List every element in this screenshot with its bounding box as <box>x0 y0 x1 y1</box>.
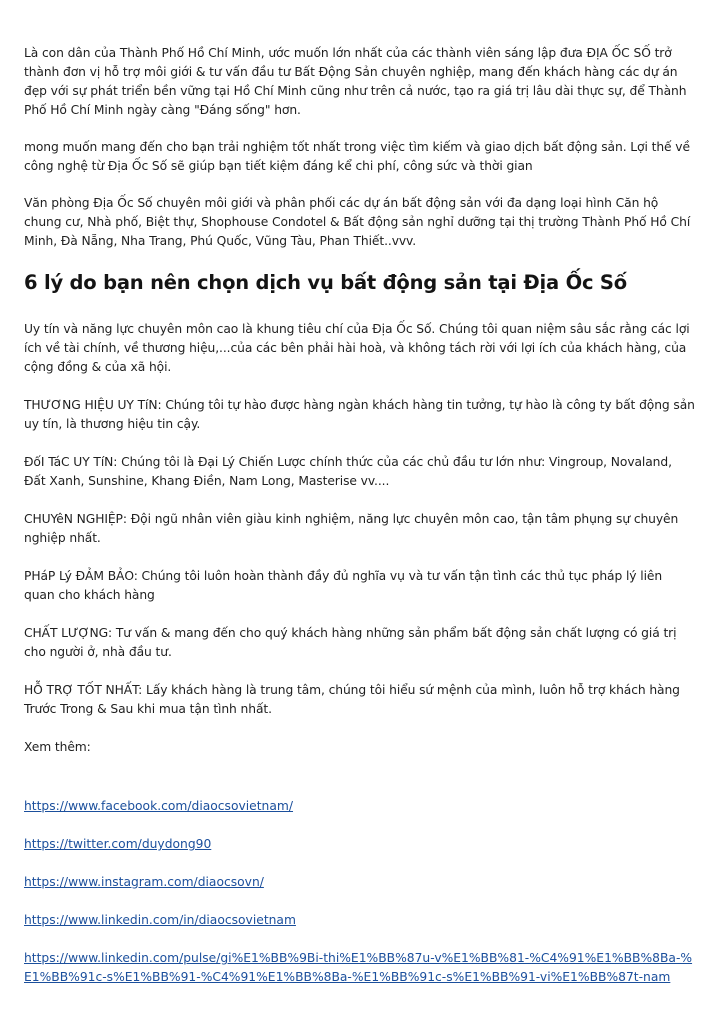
facebook-link[interactable]: https://www.facebook.com/diaocsovietnam/ <box>24 799 294 813</box>
twitter-link[interactable]: https://twitter.com/duydong90 <box>24 837 212 851</box>
reason-paragraph: PHáP Lý ĐẢM BẢO: Chúng tôi luôn hoàn thành đầy đủ nghĩa vụ và tư vấn tận tình các thủ tục pháp lý liên quan cho khách hàng <box>24 569 663 602</box>
linkedin-profile-link[interactable]: https://www.linkedin.com/in/diaocsovietnam <box>24 913 296 927</box>
reason-paragraph: Uy tín và năng lực chuyên môn cao là khung tiêu chí của Địa Ốc Số. Chúng tôi quan niệm sâu sắc rằng các lợi ích về tài chính, về thương hiệu,...của các bên phải hài hoà, và không tách rời với lợi ích của khách hàng, của cộng đồng & của xã hội. <box>24 322 690 374</box>
intro-paragraph: Văn phòng Địa Ốc Số chuyên môi giới và phân phối các dự án bất động sản với đa dạng loại hình Căn hộ chung cư, Nhà phố, Biệt thự, Shophouse Condotel & Bất động sản nghỉ dưỡng tại thị trường Thành Phố Hồ Chí Minh, Đà Nẵng, Nha Trang, Phú Quốc, Vũng Tàu, Phan Thiết..vvv. <box>24 196 691 248</box>
intro-paragraph: mong muốn mang đến cho bạn trải nghiệm tốt nhất trong việc tìm kiếm và giao dịch bất động sản. Lợi thế về công nghệ từ Địa Ốc Số sẽ giúp bạn tiết kiệm đáng kể chi phí, công sức và thời gian <box>24 140 690 173</box>
reason-paragraph: CHẤT LƯỢNG: Tư vấn & mang đến cho quý khách hàng những sản phẩm bất động sản chất lượng có giá trị cho người ở, nhà đầu tư. <box>24 626 677 659</box>
reason-paragraph: ĐốI TáC UY TíN: Chúng tôi là Đại Lý Chiến Lược chính thức của các chủ đầu tư lớn như: Vingroup, Novaland, Đất Xanh, Sunshine, Khang Điền, Nam Long, Masterise vv.... <box>24 455 672 488</box>
reason-paragraph: THƯƠNG HIỆU UY TíN: Chúng tôi tự hào được hàng ngàn khách hàng tin tưởng, tự hào là công ty bất động sản uy tín, là thương hiệu tin cậy. <box>24 398 695 431</box>
reason-paragraph: CHUYêN NGHIỆP: Đội ngũ nhân viên giàu kinh nghiệm, năng lực chuyên môn cao, tận tâm phụng sự chuyên nghiệp nhất. <box>24 512 679 545</box>
reason-paragraph: HỖ TRỢ TỐT NHẤT: Lấy khách hàng là trung tâm, chúng tôi hiểu sứ mệnh của mình, luôn hỗ trợ khách hàng Trước Trong & Sau khi mua tận tình nhất. <box>24 683 680 716</box>
see-more-label: Xem thêm: <box>24 740 91 754</box>
link-list <box>24 797 696 987</box>
linkedin-article-link[interactable]: https://www.linkedin.com/pulse/gi%E1%BB%9Bi-thi%E1%BB%87u-v%E1%BB%81-%C4%91%E1%BB%8Ba-%E1%BB%91c-s%E1%BB%91-%C4%91%E1%BB%8Ba-%E1%BB%91c-s%E1%BB%91-vi%E1%BB%87t-nam <box>24 951 693 984</box>
intro-paragraph: Là con dân của Thành Phố Hồ Chí Minh, ước muốn lớn nhất của các thành viên sáng lập đưa ĐỊA ỐC SỐ trở thành đơn vị hỗ trợ môi giới & tư vấn đầu tư Bất Động Sản chuyên nghiệp, mang đến khách hàng các dự án đẹp với sự phát triển bền vững tại Hồ Chí Minh cũng như trên cả nước, tạo ra giá trị lâu dài thực sự, để Thành Phố Hồ Chí Minh ngày càng "Đáng sống" hơn. <box>24 46 687 117</box>
section-heading: 6 lý do bạn nên chọn dịch vụ bất động sản tại Địa Ốc Số <box>24 271 627 294</box>
instagram-link[interactable]: https://www.instagram.com/diaocsovn/ <box>24 875 264 889</box>
